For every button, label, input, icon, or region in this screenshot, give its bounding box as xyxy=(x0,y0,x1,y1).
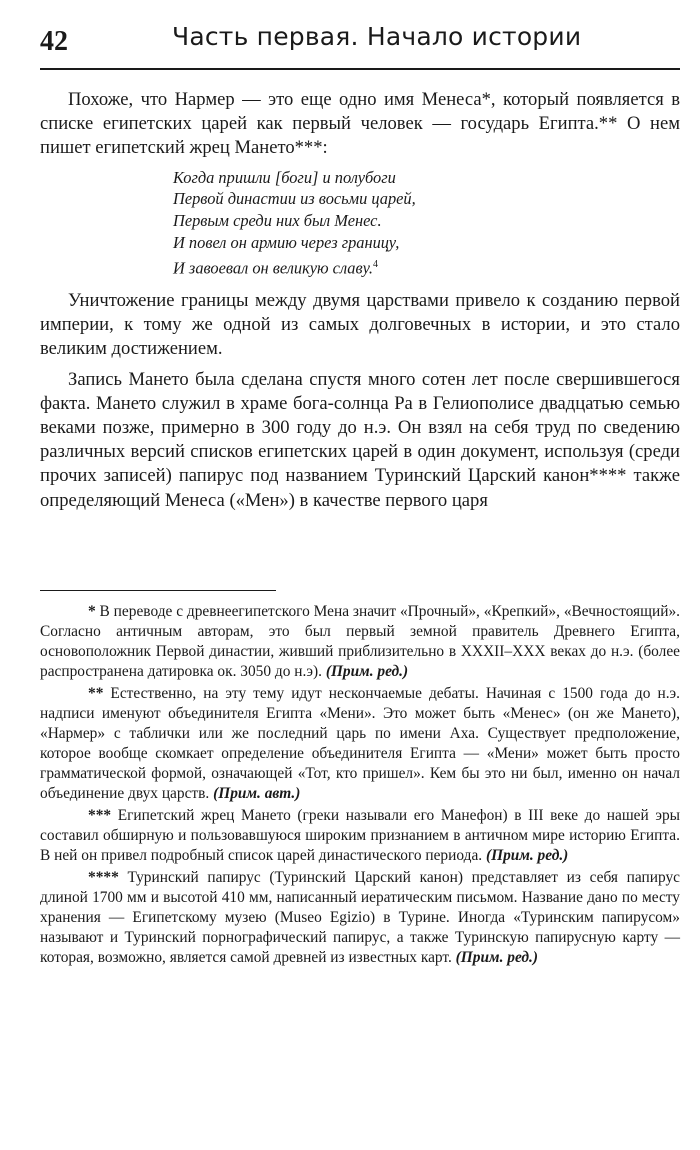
poem-line-text: И завоевал он великую славу. xyxy=(173,258,373,278)
poem-line: Первым среди них был Менес. xyxy=(173,211,382,231)
page-number: 42 xyxy=(40,26,68,57)
footnote-text: Египетский жрец Мането (греки называли его Манефон) в III веке до нашей эры составил обширную и пользовавшуюся широким признанием в античном мире историю Египта. В ней он привел подробный список царей династического периода. xyxy=(40,807,680,864)
poem-quote xyxy=(173,167,680,279)
footnote-text: Туринский папирус (Туринский Царский канон) представляет из себя папирус длиной 1700 мм и высотой 410 мм, написанный иератическим письмом. Название дано по месту хранения — Египетскому музею (Museo Egizio) в Турине. Иногда «Туринским папирусом» называют и Туринский порнографический папирус, а также Туринскую папирусную карту — которая, возможно, является самой древней из известных карт. xyxy=(40,869,680,966)
footnote xyxy=(40,684,680,804)
footnote xyxy=(40,602,680,682)
paragraph: Уничтожение границы между двумя царствами привело к созданию первой империи, к тому же одной из самых долговечных в истории, и это стало великим достижением. xyxy=(40,290,680,360)
paragraph: Запись Мането была сделана спустя много сотен лет после свершившегося факта. Мането служил в храме бога-солнца Ра в Гелиополисе двадцатью семью веками позже, примерно в 300 году до н.э. Он взял на себя труд по сведению различных версий списков египетских царей в один документ, используя (среди прочих записей) папирус под названием Туринский Царский канон**** также определяющий Менеса («Мен») в качестве первого царя xyxy=(40,368,680,511)
footnote-attribution: (Прим. ред.) xyxy=(485,847,569,864)
running-title: Часть первая. Начало истории xyxy=(172,22,582,51)
poem-line: Когда пришли [боги] и полубоги xyxy=(173,167,396,187)
footnote-separator xyxy=(40,590,276,591)
footnote-attribution: (Прим. авт.) xyxy=(213,785,301,802)
poem-line: И повел он армию через границу, xyxy=(173,233,400,252)
footnote-text: Естественно, на эту тему идут нескончаемые дебаты. Начиная с 1500 года до н.э. надписи именуют объединителя Египта «Мени». Это может быть «Менес» (он же Мането), «Нармер» с таблички или же последний царь по имени Аха. Существует предположение, которое вообще скомкает определение объединителя Египта — «Мени» может быть просто грамматической формой, означающей «Тот, кто пришел». Кем бы это ни был, именно он начал объединение двух царств. xyxy=(40,685,680,802)
footnote-mark: **** xyxy=(88,869,119,886)
footnote-mark: ** xyxy=(88,685,104,702)
poem-line xyxy=(173,254,680,279)
main-text xyxy=(40,88,680,513)
footnote-attribution: (Прим. ред.) xyxy=(455,949,539,966)
footnote xyxy=(40,868,680,968)
footnote xyxy=(40,806,680,866)
paragraph: Похоже, что Нармер — это еще одно имя Менеса*, который появляется в списке египетских царей как первый человек — государь Египта.** О нем пишет египетский жрец Мането***: xyxy=(40,89,680,159)
footnote-mark: *** xyxy=(88,807,112,824)
footnote-attribution: (Прим. ред.) xyxy=(325,663,409,680)
endnote-reference: 4 xyxy=(372,258,378,270)
header-rule xyxy=(40,68,680,70)
footnote-text: В переводе с древнеегипетского Мена значит «Прочный», «Крепкий», «Вечностоящий». Согласно античным авторам, это был первый земной правитель Древнего Египта, основоположник Первой династии, живший приблизительно в XXXII–XXX веках до н.э. (более распространена датировка ок. 3050 до н.э). xyxy=(40,603,680,680)
footnote-mark: * xyxy=(88,603,96,620)
poem-line: Первой династии из восьми царей, xyxy=(173,189,416,209)
page-header xyxy=(40,22,680,70)
footnotes xyxy=(40,602,680,970)
